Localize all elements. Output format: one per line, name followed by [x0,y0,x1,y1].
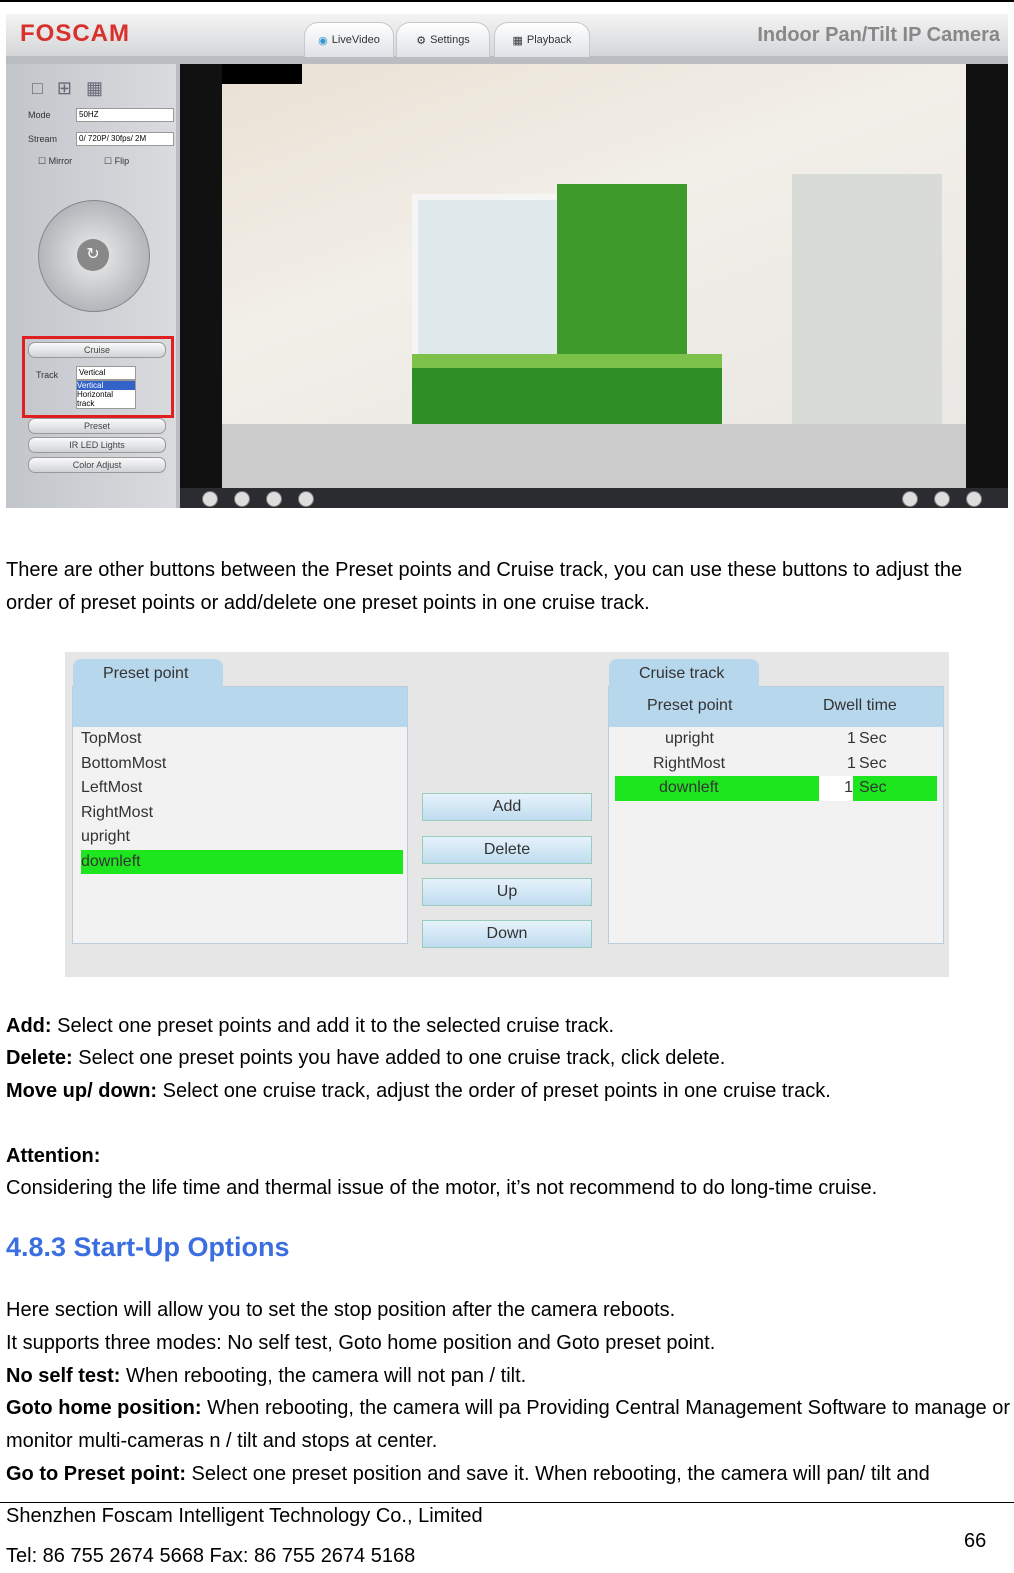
track-label: Track [36,370,59,380]
desc: When rebooting, the camera will not pan / tilt. [120,1365,527,1387]
term: Delete: [6,1047,73,1069]
cruise-header [609,687,943,727]
track-option[interactable]: Vertical [77,381,135,390]
term: No self test: [6,1365,121,1387]
preset-tab[interactable]: Preset point [73,659,223,689]
footer-company: Shenzhen Foscam Intelligent Technology Co., Limited [6,1505,483,1527]
preset-button[interactable]: Preset [28,418,166,434]
track-dropdown [76,380,136,409]
term: Attention: [6,1145,101,1167]
foscam-logo: FOSCAM [20,20,130,47]
cell-unit: Sec [859,754,887,772]
col-dwell-time: Dwell time [823,697,897,714]
desc: When rebooting, the camera will pa Providing Central Management Software to manage or monitor multi-cameras n / tilt and stops at center. [6,1397,1011,1452]
list-item[interactable]: RightMost [81,803,154,821]
calendar-icon: ▦ [512,34,523,47]
camera-header [6,14,1008,56]
mode-select[interactable]: 50HZ [76,108,174,122]
ir-led-button[interactable]: IR LED Lights [28,437,166,453]
list-item[interactable]: BottomMost [81,754,167,772]
section-heading: 4.8.3 Start-Up Options [6,1232,290,1262]
cell-unit: Sec [859,730,887,747]
desc: Select one preset points you have added to one cruise track, click delete. [72,1047,726,1069]
mode-label: Mode [28,110,51,120]
cell-point: RightMost [653,754,726,772]
mirror-checkbox[interactable]: ☐ Mirror [38,156,73,166]
list-item-selected[interactable]: downleft [81,850,403,875]
gear-icon: ⚙ [416,34,427,47]
table-row-selected[interactable] [615,776,937,801]
tab-livevideo[interactable] [304,22,394,57]
mirror-label: Mirror [48,156,73,166]
cell-point: downleft [659,779,719,796]
tab-playback[interactable] [494,22,590,57]
move-desc [6,1075,1010,1108]
fullscreen-icon[interactable] [966,491,982,507]
timestamp-overlay [222,64,302,84]
mic-icon[interactable] [298,491,314,507]
attention-label [6,1140,1010,1173]
goto-home-desc [6,1392,1010,1458]
camera-icon: ◉ [318,34,328,47]
track-option[interactable]: Horizontal [77,390,114,399]
track-option[interactable]: track [77,399,95,408]
stream-select[interactable]: 0/ 720P/ 30fps/ 2M [76,132,174,146]
no-self-test-desc [6,1360,1010,1393]
stream-label: Stream [28,134,58,144]
page-top-rule [0,0,1014,2]
dwell-input[interactable]: 1 [819,776,853,801]
desc: Select one cruise track, adjust the order of preset points in one cruise track. [157,1080,831,1102]
table-row[interactable] [615,727,937,752]
color-adjust-button[interactable]: Color Adjust [28,457,166,473]
flip-checkbox[interactable]: ☐ Flip [104,156,130,166]
term: Move up/ down: [6,1080,158,1102]
cell-unit: Sec [859,779,887,796]
list-item[interactable]: LeftMost [81,779,143,796]
add-button[interactable]: Add [422,793,592,821]
preset-cruise-figure [65,652,949,977]
live-video [180,64,1008,488]
floor [222,424,966,488]
record-icon[interactable] [934,491,950,507]
stop-icon[interactable] [234,491,250,507]
list-item[interactable]: upright [81,828,130,845]
cell-dwell: 1 [847,730,856,747]
up-button[interactable]: Up [422,878,592,906]
track-select[interactable]: Vertical [76,366,136,380]
delete-desc [6,1042,1010,1075]
attention-text: Considering the life time and thermal issue of the motor, it’s not recommend to do long-time cruise. [6,1177,878,1199]
list-item[interactable]: TopMost [81,730,142,747]
camera-ui-screenshot [6,14,1008,508]
add-desc [6,1010,1010,1043]
video-frame [222,64,966,488]
tab-label: LiveVideo [331,34,380,46]
term: Goto home position: [6,1397,202,1419]
control-panel [6,64,176,508]
cruise-tab[interactable]: Cruise track [609,659,759,689]
back-room [792,174,942,434]
preset-header [73,687,407,727]
cruise-panel [608,665,944,944]
page-number: 66 [964,1530,987,1552]
snapshot-icon[interactable] [902,491,918,507]
delete-button[interactable]: Delete [422,836,592,864]
audio-icon[interactable] [266,491,282,507]
desc: Select one preset points and add it to the selected cruise track. [51,1015,615,1037]
video-toolbar [180,488,1008,508]
ptz-direction-pad[interactable] [38,200,150,312]
preset-panel [72,665,408,944]
desc: Select one preset position and save it. When rebooting, the camera will pan/ tilt and [186,1463,930,1485]
tab-settings[interactable] [396,22,490,57]
startup-modes: It supports three modes: No self test, Goto home position and Goto preset point. [6,1332,716,1354]
preset-list [81,727,403,874]
cruise-list [615,727,937,801]
table-row[interactable] [615,752,937,777]
tab-label: Settings [430,34,470,46]
cruise-button[interactable]: Cruise [28,342,166,358]
layout-grid-icons[interactable]: □⊞▦ [32,78,117,98]
footer-contact: Tel: 86 755 2674 5668 Fax: 86 755 2674 5168 [6,1545,416,1567]
term: Add: [6,1015,52,1037]
paragraph-intro: There are other buttons between the Preset points and Cruise track, you can use these buttons to adjust the order of preset points or add/delete one preset points in one cruise track. [6,559,963,614]
down-button[interactable]: Down [422,920,592,948]
product-title: Indoor Pan/Tilt IP Camera [757,24,1000,46]
cell-point: upright [665,730,714,747]
cell-dwell: 1 [847,754,856,772]
goto-preset-desc [6,1458,1010,1491]
startup-intro: Here section will allow you to set the stop position after the camera reboots. [6,1299,676,1321]
col-preset-point: Preset point [647,697,733,714]
flip-label: Flip [114,156,130,166]
play-icon[interactable] [202,491,218,507]
term: Go to Preset point: [6,1463,186,1485]
rotate-icon[interactable]: ↻ [77,239,109,271]
tab-label: Playback [526,34,572,46]
